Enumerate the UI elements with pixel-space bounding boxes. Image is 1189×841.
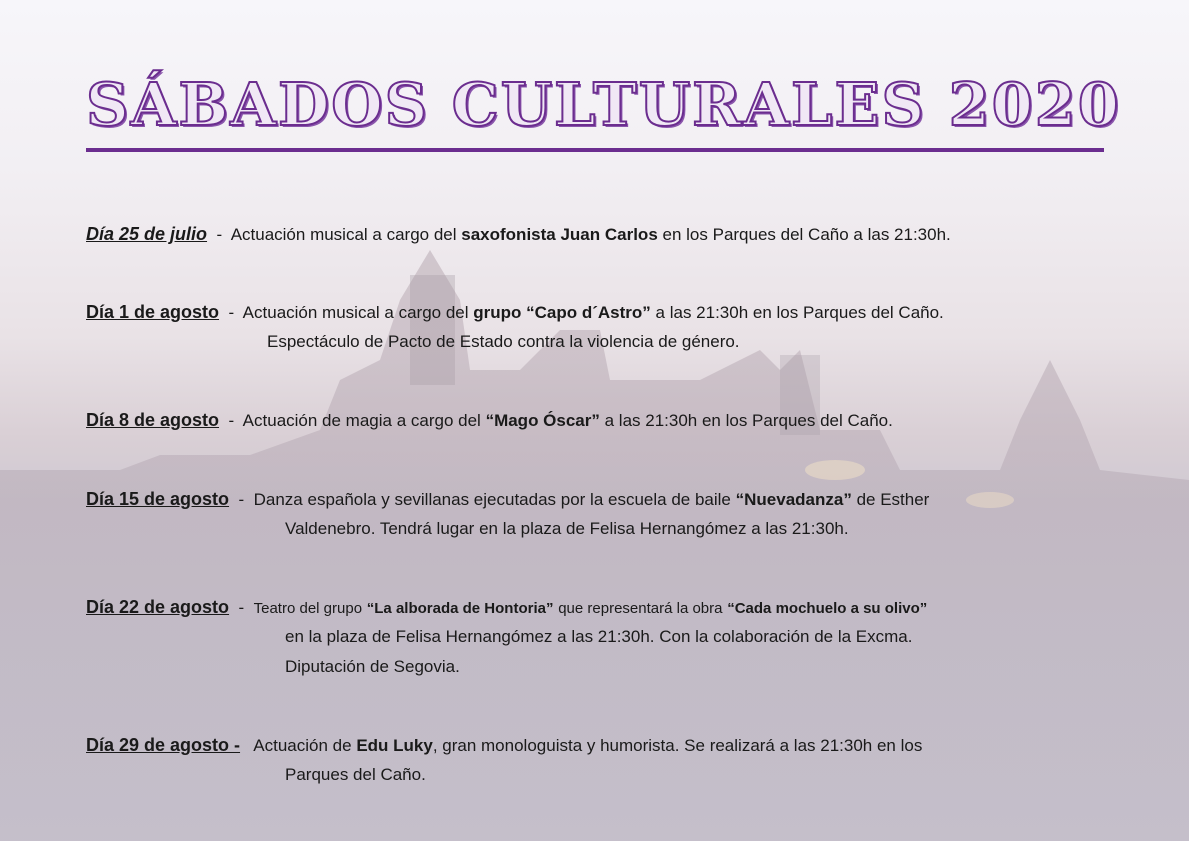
event-separator: - [216,225,223,244]
event-performer: “Nuevadanza” [735,490,852,509]
event-text: en los Parques del Caño a las 21:30h. [662,225,951,244]
event-text: a las 21:30h en los Parques del Caño. [604,411,893,430]
event-date: Día 8 de agosto [86,410,220,430]
event-item [86,592,927,624]
event-item [86,484,929,515]
event-text: , gran monologuista y humorista. Se realizará a las 21:30h en los [432,736,923,755]
event-item [86,405,893,436]
event-text: Actuación de [253,736,352,755]
event-text: Actuación de magia a cargo del [242,411,481,430]
event-text: Danza española y sevillanas ejecutadas por la escuela de baile [253,490,731,509]
event-text: Teatro del grupo [253,600,363,617]
event-item [86,297,944,328]
event-separator: - [228,411,235,430]
event-separator: - [228,303,235,322]
event-text: Actuación musical a cargo del [242,303,469,322]
event-date: Día 15 de agosto [86,489,230,509]
event-text-continued: Parques del Caño. [285,765,426,784]
event-performer: saxofonista Juan Carlos [461,225,658,244]
event-item [86,219,951,250]
event-item [86,730,922,761]
event-text-continued: Valdenebro. Tendrá lugar en la plaza de Felisa Hernangómez a las 21:30h. [285,519,849,538]
page-title: SÁBADOS CULTURALES 2020 [86,70,1121,139]
event-date: Día 22 de agosto [86,597,230,617]
event-date: Día 25 de julio [86,224,208,244]
event-text: de Esther [856,490,930,509]
event-text-continued: en la plaza de Felisa Hernangómez a las 21:30h. Con la colaboración de la Excma. [285,627,913,646]
event-separator: - [238,490,245,509]
event-play-title: “Cada mochuelo a su olivo” [727,600,928,617]
event-date: Día 1 de agosto [86,302,220,322]
event-text: Actuación musical a cargo del [230,225,457,244]
title-underline [86,148,1104,152]
event-text-continued: Espectáculo de Pacto de Estado contra la violencia de género. [267,332,740,351]
event-performer: grupo “Capo d´Astro” [473,303,651,322]
event-text-continued: Diputación de Segovia. [285,657,460,676]
event-performer: Edu Luky [356,736,433,755]
event-performer: “Mago Óscar” [485,411,600,430]
event-text: a las 21:30h en los Parques del Caño. [655,303,944,322]
event-text: que representará la obra [558,600,723,617]
event-separator: - [238,598,245,617]
event-date: Día 29 de agosto - [86,735,241,755]
event-performer: “La alborada de Hontoria” [366,600,554,617]
